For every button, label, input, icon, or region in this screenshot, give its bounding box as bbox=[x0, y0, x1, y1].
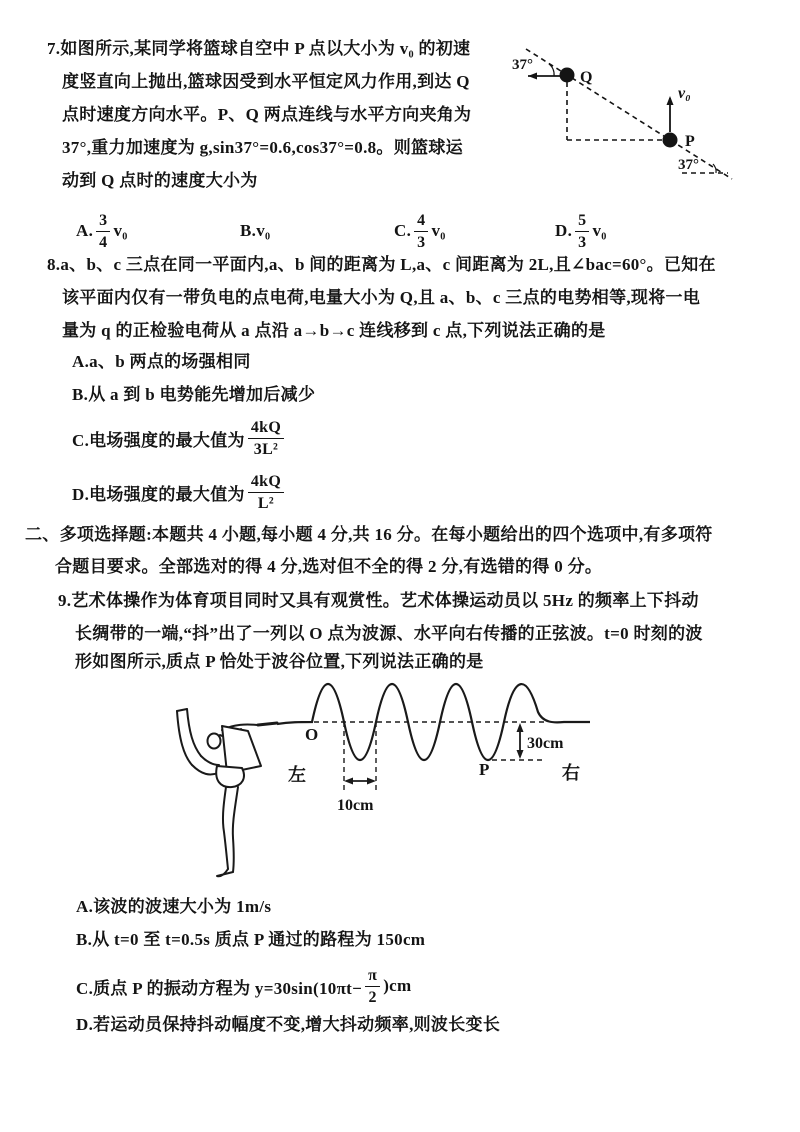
section2-header-line-1: 二、多项选择题:本题共 4 小题,每小题 4 分,共 16 分。在每小题给出的四个选项中,有多项符 bbox=[25, 525, 713, 544]
q7-option-c-label: C. bbox=[394, 221, 412, 240]
q-angle-arc bbox=[549, 64, 554, 76]
q-velocity-arrowhead bbox=[528, 73, 537, 80]
amp-arrowhead-top bbox=[517, 723, 524, 732]
q9-option-c-text: C.质点 P 的振动方程为 y=30sin(10πt− bbox=[76, 978, 363, 998]
p-ball bbox=[663, 133, 678, 148]
q9-line-1: 9.艺术体操作为体育项目同时又具有观赏性。艺术体操运动员以 5Hz 的频率上下抖动 bbox=[58, 591, 699, 610]
q8-line-2: 该平面内仅有一带负电的点电荷,电量大小为 Q,且 a、b、c 三点的电势相等,现将一电 bbox=[62, 288, 701, 307]
q7-option-b-suffix: v₀ bbox=[256, 221, 271, 240]
q9-option-b: B.从 t=0 至 t=0.5s 质点 P 通过的路程为 150cm bbox=[76, 930, 426, 949]
halfwave-label: 10cm bbox=[337, 797, 374, 814]
q9-option-c-suffix: )cm bbox=[383, 976, 412, 995]
gymnast-backleg-inner bbox=[187, 709, 201, 756]
p-label: P bbox=[685, 133, 695, 150]
amp-label: 30cm bbox=[527, 735, 564, 752]
q-ball bbox=[560, 68, 575, 83]
ribbon-stick bbox=[258, 723, 277, 725]
q7-option-c-fraction: $\frac{4}{3}$ bbox=[414, 211, 428, 252]
right-direction-label: 右 bbox=[562, 763, 580, 783]
q7-diagram-svg bbox=[510, 36, 795, 201]
q7-line-3: 点时速度方向水平。P、Q 两点连线与水平方向夹角为 bbox=[62, 105, 472, 124]
q8-option-d bbox=[72, 464, 287, 520]
q8-line-1: 8.a、b、c 三点在同一平面内,a、b 间的距离为 L,a、c 间距离为 2L,且∠bac=60°。已知在 bbox=[47, 255, 716, 274]
gymnast-backfoot bbox=[177, 709, 187, 711]
gymnast-drawing bbox=[177, 709, 277, 876]
q8-option-a: A.a、b 两点的场强相同 bbox=[72, 352, 251, 371]
p-angle-label: 37° bbox=[678, 157, 699, 173]
q8-option-c bbox=[72, 410, 287, 466]
q7-figure bbox=[510, 36, 795, 201]
q7-option-a bbox=[76, 207, 128, 255]
q7-option-b bbox=[240, 207, 270, 255]
gymnast-thigh-inner bbox=[201, 756, 219, 765]
q8-option-d-fraction: $\frac{4kQ}{\text{L²}}$ bbox=[248, 472, 284, 513]
halfwave-arrowhead-left bbox=[344, 778, 353, 785]
q9-option-d: D.若运动员保持抖动幅度不变,增大抖动频率,则波长变长 bbox=[76, 1015, 501, 1034]
amp-arrowhead-bottom bbox=[517, 750, 524, 759]
q7-line-4: 37°,重力加速度为 g,sin37°=0.6,cos37°=0.8。则篮球运 bbox=[62, 138, 463, 157]
wave-p-label: P bbox=[479, 760, 490, 779]
q7-option-a-suffix: v₀ bbox=[113, 221, 128, 240]
q7-option-a-label: A. bbox=[76, 221, 94, 240]
pq-dashed-line bbox=[526, 49, 732, 179]
gymnast-head bbox=[208, 734, 221, 749]
left-direction-label: 左 bbox=[288, 765, 306, 785]
v0-label: v₀ bbox=[678, 85, 691, 102]
q7-option-c bbox=[394, 207, 446, 255]
q8-option-d-text: D.电场强度的最大值为 bbox=[72, 484, 245, 504]
q7-option-d-suffix: v₀ bbox=[592, 221, 607, 240]
q-label: Q bbox=[580, 69, 593, 86]
q7-option-b-label: B. bbox=[240, 221, 257, 240]
gymnast-leg-outer bbox=[223, 787, 228, 869]
q-angle-label: 37° bbox=[512, 57, 533, 73]
q8-line-3: 量为 q 的正检验电荷从 a 点沿 a→b→c 连线移到 c 点,下列说法正确的是 bbox=[62, 321, 606, 340]
q7-line-5: 动到 Q 点时的速度大小为 bbox=[62, 171, 258, 190]
q9-wave-svg bbox=[130, 668, 620, 896]
q9-line-3: 形如图所示,质点 P 恰处于波谷位置,下列说法正确的是 bbox=[75, 652, 484, 671]
q9-option-c-fraction: $\frac{\pi}{2}$ bbox=[365, 966, 380, 1007]
gymnast-backleg-outer bbox=[177, 711, 192, 765]
halfwave-arrowhead-right bbox=[367, 778, 376, 785]
gymnast-leg-inner bbox=[233, 787, 238, 872]
q9-option-c bbox=[76, 958, 412, 1014]
section2-header-line-2: 合题目要求。全部选对的得 4 分,选对但不全的得 2 分,有选错的得 0 分。 bbox=[55, 557, 603, 576]
gymnast-foot bbox=[217, 869, 233, 876]
q7-option-d bbox=[555, 207, 607, 255]
v0-arrowhead bbox=[667, 96, 674, 105]
gymnast-thigh-outer bbox=[192, 765, 218, 774]
q8-option-b: B.从 a 到 b 电势能先增加后减少 bbox=[72, 385, 316, 404]
q9-option-a: A.该波的波速大小为 1m/s bbox=[76, 897, 272, 916]
q7-option-a-fraction: $\frac{3}{4}$ bbox=[96, 211, 110, 252]
q8-option-c-fraction: $\frac{4kQ}{\text{3L²}}$ bbox=[248, 418, 284, 459]
q8-option-c-text: C.电场强度的最大值为 bbox=[72, 430, 245, 450]
q7-option-d-fraction: $\frac{5}{3}$ bbox=[575, 211, 589, 252]
gymnast-hip bbox=[216, 766, 244, 787]
q7-line-2: 度竖直向上抛出,篮球因受到水平恒定风力作用,到达 Q bbox=[62, 72, 470, 91]
q7-option-c-suffix: v₀ bbox=[431, 221, 446, 240]
q9-figure bbox=[130, 668, 620, 896]
q9-line-2: 长绸带的一端,“抖”出了一列以 O 点为波源、水平向右传播的正弦波。t=0 时刻的波 bbox=[75, 624, 703, 643]
p-angle-arc bbox=[713, 164, 716, 173]
wave-origin-label: O bbox=[305, 725, 319, 744]
q7-option-d-label: D. bbox=[555, 221, 573, 240]
q7-line-1: 7.如图所示,某同学将篮球自空中 P 点以大小为 v₀ 的初速 bbox=[47, 39, 471, 58]
